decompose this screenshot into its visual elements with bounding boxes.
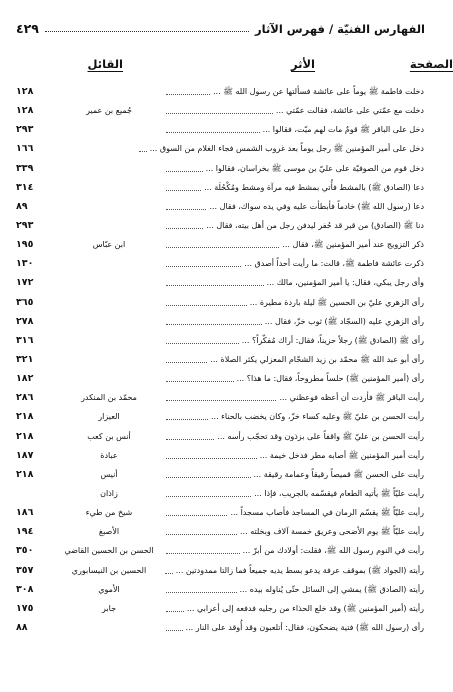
athar-cell — [166, 484, 424, 503]
athar-cell — [166, 618, 424, 637]
qail-cell — [58, 197, 160, 216]
page-number: ٤٢٩ — [16, 21, 39, 36]
athar-text: دخل على الباقر ﷺ قومٌ مات لهم ميّت، فقالوا ... — [262, 125, 424, 135]
leader-dots — [166, 427, 214, 440]
index-row — [0, 369, 437, 388]
athar-cell — [166, 101, 424, 120]
column-header-qail: القائل — [87, 57, 123, 71]
page-cell: ١٧٢ — [16, 277, 34, 289]
athar-cell — [166, 388, 424, 407]
athar-cell — [166, 82, 424, 101]
index-row — [0, 350, 437, 369]
athar-text: رأيت الحسن بن عليّ ﷺ واقفاً على بزذون وقد تحجّب رأسه ... — [217, 431, 424, 441]
athar-cell — [166, 541, 424, 560]
athar-text: رأى الزهري عليّ بن الحسين ﷺ ليلة باردة مطيرة ... — [249, 297, 424, 307]
athar-text: ذكر التزويج عند أمير المؤمنين ﷺ، فقال ... — [282, 240, 424, 250]
qail-cell — [58, 82, 160, 101]
index-row — [0, 541, 437, 560]
athar-cell — [166, 273, 424, 292]
qail-cell: أنس بن كعب — [87, 431, 131, 441]
athar-cell — [166, 159, 424, 178]
leader-dots — [166, 522, 237, 535]
athar-text: رأيت أمير المؤمنين ﷺ أصابه مطر فدخل خيمة ... — [259, 450, 424, 460]
athar-text: رأيت عليّاً ﷺ يوم الأضحى وعريق خمسة آلاف وبخلته ... — [240, 527, 424, 537]
qail-cell — [58, 618, 160, 637]
leader-dots — [166, 446, 257, 459]
leader-dots — [166, 331, 239, 344]
index-row — [0, 139, 437, 158]
page-cell: ٢٨٦ — [16, 392, 34, 404]
qail-cell: الحسين بن النيسابوري — [71, 565, 147, 575]
header-title: الفهارس الفنيّة / فهرس الآثار — [255, 22, 425, 36]
index-row — [0, 407, 437, 426]
qail-cell — [58, 273, 160, 292]
page-cell: ٣١٦ — [16, 334, 34, 346]
athar-text: دنا ﷺ (الصادق) من قبر قد حُفر ليدفن رجل من أهل بيته، فقال ... — [206, 220, 424, 230]
athar-cell — [166, 293, 424, 312]
page-cell: ٢١٨ — [16, 468, 34, 480]
qail-cell: محمّد بن المنكدر — [81, 393, 137, 403]
leader-dots — [166, 465, 251, 478]
athar-cell — [166, 407, 424, 426]
athar-cell — [166, 465, 424, 484]
athar-text: رأيت عليّاً ﷺ يقسّم الرمان في المساجد فأصاب مسجداً ... — [230, 508, 424, 518]
page-cell: ٢١٨ — [16, 411, 34, 423]
index-row — [0, 216, 437, 235]
leader-dots — [166, 369, 234, 382]
qail-cell — [58, 216, 160, 235]
athar-cell — [166, 369, 424, 388]
running-header — [16, 18, 425, 36]
leader-dots — [165, 561, 173, 574]
athar-text: رأيت الحسن بن عليّ ﷺ وعليه كساء خزّ، وكان يخضب بالحناء ... — [210, 412, 424, 422]
index-row — [0, 618, 437, 637]
athar-text: وأى رجل يبكي، فقال: يا أمير المؤمنين، مالك ... — [266, 278, 424, 288]
athar-cell — [166, 331, 424, 350]
index-row — [0, 312, 437, 331]
qail-cell — [58, 178, 160, 197]
index-row — [0, 197, 437, 216]
qail-cell: جابر — [101, 603, 117, 613]
athar-text: دعا (رسول الله ﷺ) خادماً فأبطأت عليه وفي يده سواك، فقال ... — [209, 201, 424, 211]
athar-text: رأيته (الجواد ﷺ) بموقف عرفة يدعو بسط يديه جميعاً فما زالتا ممدودتين ... — [175, 565, 424, 575]
index-row — [0, 599, 437, 618]
athar-text: رأيت عليّاً ﷺ يأتيه الطعام فيقسّمه بالجريب، فإذا ... — [254, 488, 424, 498]
page-cell: ١٣٠ — [16, 258, 34, 270]
athar-text: رأيت في النوم رسول الله ﷺ، فقلت: أولادك من أبرّ ... — [242, 546, 424, 556]
page-cell: ٢٩٣ — [16, 124, 34, 136]
leader-dots — [166, 178, 201, 191]
athar-text: دخلت مع عمّتي على عائشة، فقالت عمّتي ... — [275, 106, 424, 116]
index-row — [0, 465, 437, 484]
athar-cell — [166, 120, 424, 139]
leader-dots — [166, 216, 203, 229]
page-cell: ١٨٦ — [16, 507, 34, 519]
page-cell: ٨٨ — [16, 621, 28, 633]
athar-cell — [166, 235, 424, 254]
athar-cell — [166, 350, 424, 369]
page-cell: ٢٧٨ — [16, 315, 34, 327]
athar-text: رأيت على الحسن ﷺ قميصاً رقيقاً وعمامة رقيقة ... — [253, 469, 424, 479]
page-cell: ١٦٦ — [16, 143, 34, 155]
athar-text: دخلت فاطمة ﷺ يوماً على عائشة فسألتها عن رسول الله ﷺ ... — [213, 87, 424, 96]
athar-text: رأى (رسول الله ﷺ) فتية يضحكون، فقال: أتلعبون وقد أُوقد على النار ... — [185, 622, 424, 632]
qail-cell: جُميع بن عمير — [86, 106, 132, 116]
leader-dots — [166, 101, 273, 114]
leader-dots — [166, 235, 279, 248]
qail-cell — [58, 159, 160, 178]
page-cell: ١٨٧ — [16, 449, 34, 461]
page-cell: ٣٠٨ — [16, 583, 34, 595]
index-row — [0, 427, 437, 446]
page-cell: ٣٦٥ — [16, 296, 34, 308]
leader-dots — [166, 273, 264, 286]
page-cell — [16, 484, 56, 503]
qail-cell: الأموي — [98, 584, 120, 594]
page-cell: ٣٣٩ — [16, 162, 34, 174]
leader-dots — [166, 541, 240, 554]
index-row — [0, 503, 437, 522]
page-cell: ١٢٨ — [16, 105, 34, 117]
athar-cell — [166, 197, 424, 216]
qail-cell — [58, 350, 160, 369]
qail-cell — [58, 369, 160, 388]
qail-cell — [58, 139, 160, 158]
athar-cell — [166, 580, 424, 599]
leader-dots — [166, 580, 237, 593]
leader-dots — [166, 82, 210, 95]
index-row — [0, 120, 437, 139]
athar-cell — [166, 522, 424, 541]
index-row — [0, 178, 437, 197]
leader-dots — [166, 618, 183, 631]
athar-cell — [166, 254, 424, 273]
index-row — [0, 273, 437, 292]
page-cell: ١٩٤ — [16, 526, 34, 538]
qail-cell: أنيس — [100, 469, 118, 479]
qail-cell — [58, 293, 160, 312]
qail-cell — [58, 254, 160, 273]
qail-cell: الحسن بن الحسين القاضي — [64, 546, 154, 556]
page-cell: ٣١٤ — [16, 181, 34, 193]
athar-cell — [166, 312, 424, 331]
athar-text: رأى ﷺ (الصادق ﷺ) رجلاً حزيناً، فقال: أراك مُفكّراً؟ ... — [241, 335, 424, 345]
index-row — [0, 522, 437, 541]
index-row — [0, 388, 437, 407]
header-leader-dots — [45, 31, 249, 32]
qail-cell: زاذان — [100, 488, 118, 498]
page-cell: ٢٩٣ — [16, 219, 34, 231]
athar-text: دخل قوم من الصوفيّة على عليّ بن موسى ﷺ بخراسان، فقالوا ... — [205, 163, 424, 173]
leader-dots — [166, 407, 208, 420]
leader-dots — [166, 388, 276, 401]
leader-dots — [166, 503, 227, 516]
qail-cell — [58, 120, 160, 139]
athar-cell — [166, 427, 424, 446]
index-row — [0, 293, 437, 312]
page-cell: ١٩٥ — [16, 239, 34, 251]
qail-cell — [58, 312, 160, 331]
athar-text: رأيته (الصادق ﷺ) يمشي إلى السائل حتّى يُناوله بيده ... — [239, 584, 424, 594]
qail-cell: ابن عبّاس — [92, 240, 126, 250]
leader-dots — [166, 159, 203, 172]
qail-cell: عبادة — [100, 450, 118, 460]
athar-text: دخل على أمير المؤمنين ﷺ رجل يوماً بعد غروب الشمس فجاء الغلام من السوق ... — [149, 144, 424, 154]
page-cell: ٨٩ — [16, 200, 28, 212]
index-row — [0, 484, 437, 503]
index-row — [0, 254, 437, 273]
athar-cell — [166, 599, 424, 618]
athar-text: ذكرت عائشة فاطمة ﷺ، قالت: ما رأيت أحداً أصدق ... — [244, 259, 424, 269]
athar-text: دعا (الصادق ﷺ) بالمشط فأُتي بمشط فيه مرآة ومشط ومُكْحُلَة ... — [204, 182, 424, 192]
index-row — [0, 561, 437, 580]
athar-cell — [166, 446, 424, 465]
athar-text: رأى الزهري عليه (السجّاد ﷺ) ثوب خزّ، فقال ... — [264, 316, 424, 326]
index-row — [0, 101, 437, 120]
index-row — [0, 159, 437, 178]
leader-dots — [166, 350, 207, 363]
index-row — [0, 235, 437, 254]
page-cell: ٣٢١ — [16, 353, 34, 365]
index-row — [0, 580, 437, 599]
page-cell: ١٢٨ — [16, 86, 34, 97]
qail-cell — [58, 331, 160, 350]
leader-dots — [166, 599, 184, 612]
athar-cell — [166, 503, 424, 522]
leader-dots — [166, 293, 247, 306]
page-cell: ٢١٨ — [16, 430, 34, 442]
index-row — [0, 82, 437, 101]
leader-dots — [166, 312, 262, 325]
athar-text: رأى (أمير المؤمنين ﷺ) حلساً مطروحاً، فقال: ما هذا؟ ... — [236, 374, 424, 384]
leader-dots — [166, 484, 251, 497]
athar-cell — [149, 139, 424, 158]
qail-cell: العيزار — [98, 412, 120, 422]
index-row — [0, 331, 437, 350]
column-header-page: الصفحة — [409, 57, 453, 71]
leader-dots — [166, 254, 241, 267]
index-row — [0, 446, 437, 465]
athar-text: رأيته (أمير المؤمنين ﷺ) وقد خلع الحذاء من رجليه فدفعه إلى أعرابي ... — [186, 603, 424, 613]
page-cell: ١٧٥ — [16, 602, 34, 614]
qail-cell: الأصبغ — [98, 527, 120, 537]
athar-cell — [166, 561, 424, 580]
leader-dots — [166, 197, 206, 210]
athar-text: رأيت الباقر ﷺ فأردت أن أعظه فوعظني ... — [279, 393, 424, 403]
athar-cell — [166, 216, 424, 235]
qail-cell: شيخ من طيء — [85, 508, 133, 518]
page-cell: ٣٥٧ — [16, 564, 34, 576]
athar-cell — [166, 178, 424, 197]
page-cell: ١٨٢ — [16, 373, 34, 385]
index-table — [0, 82, 437, 637]
leader-dots — [166, 120, 260, 133]
column-headers — [12, 57, 453, 77]
athar-text: رأى أبو عبد الله ﷺ محمّد بن زيد الشحّام المعزلي يكثر الصلاة ... — [210, 354, 424, 364]
page-cell: ٣٥٠ — [16, 545, 34, 557]
column-header-athar: الأثر — [291, 57, 315, 71]
